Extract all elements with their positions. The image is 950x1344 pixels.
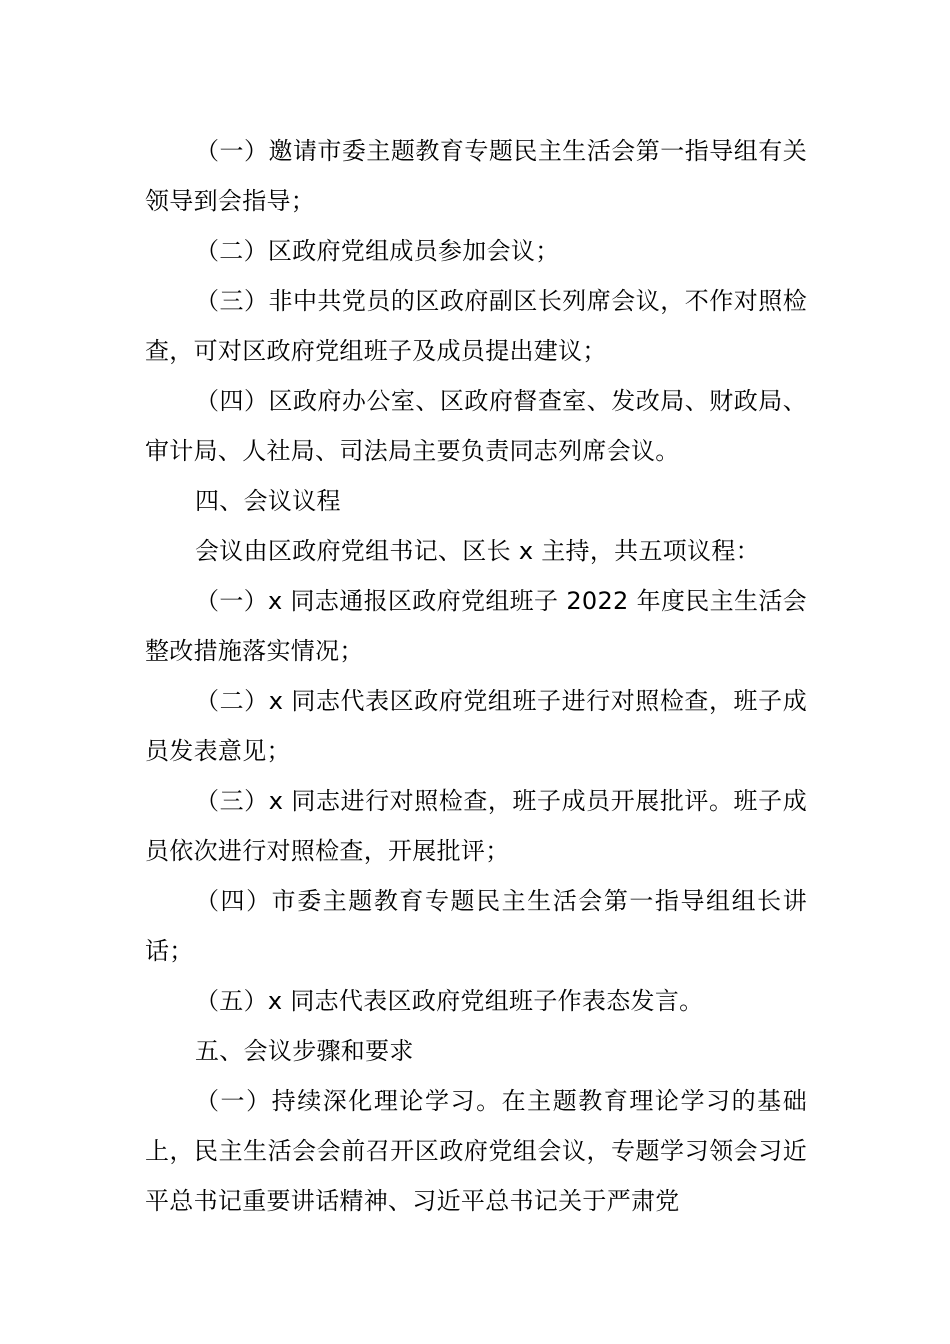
document-body [145,126,807,1226]
section-heading-agenda: 四、会议议程 [195,487,341,515]
paragraph-agenda-intro: 会议由区政府党组书记、区长 x 主持，共五项议程： [195,537,760,565]
agenda-item-2: （二）x 同志代表区政府党组班子进行对照检查，班子成员发表意见； [145,687,807,765]
paragraph-departments-attend: （四）区政府办公室、区政府督查室、发改局、财政局、审计局、人社局、司法局主要负责同志列席会议。 [145,387,807,465]
paragraph-non-party-attend: （三）非中共党员的区政府副区长列席会议，不作对照检查，可对区政府党组班子及成员提出建议； [145,287,807,365]
paragraph-invite-guidance: （一）邀请市委主题教育专题民主生活会第一指导组有关领导到会指导； [145,137,807,215]
agenda-item-5: （五）x 同志代表区政府党组班子作表态发言。 [195,987,704,1015]
paragraph-theory-study: （一）持续深化理论学习。在主题教育理论学习的基础上，民主生活会会前召开区政府党组会议，专题学习领会习近平总书记重要讲话精神、习近平总书记关于严肃党 [145,1087,807,1215]
section-heading-steps: 五、会议步骤和要求 [195,1037,414,1065]
agenda-item-4: （四）市委主题教育专题民主生活会第一指导组组长讲话； [145,887,807,965]
paragraph-members-attend: （二）区政府党组成员参加会议； [195,237,560,265]
agenda-item-1: （一）x 同志通报区政府党组班子 2022 年度民主生活会整改措施落实情况； [145,587,807,665]
agenda-item-3: （三）x 同志进行对照检查，班子成员开展批评。班子成员依次进行对照检查，开展批评； [145,787,807,865]
